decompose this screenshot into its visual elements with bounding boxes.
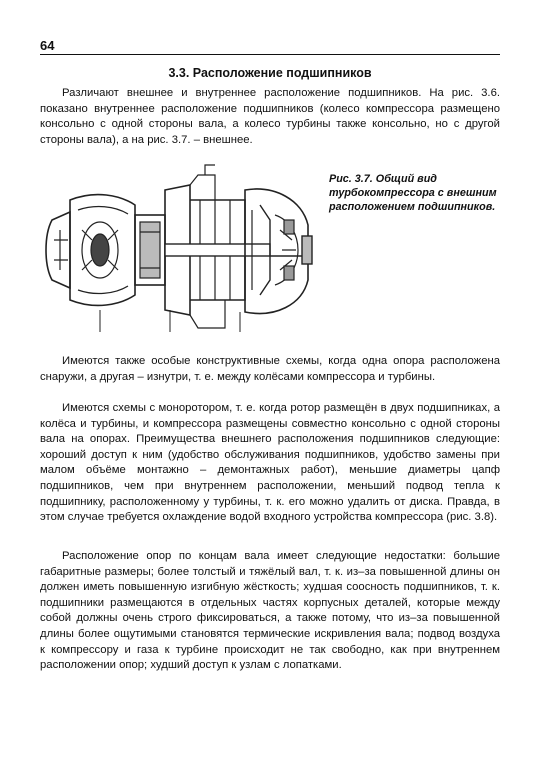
paragraph-special: Имеются также особые конструктивные схемы, когда одна опора расположена снаружи, а другая – изнутри, т. е. между колёсами компрессора и турбины. [40,355,500,383]
left-bearing [135,215,165,285]
section-title: 3.3. Расположение подшипников [168,66,372,80]
paragraph-intro: Различают внешнее и внутреннее расположение подшипников. На рис. 3.6. показано внутреннее расположение подшипников (колесо компрессора размещено консольно с одной стороны вала, а колесо турбины также консольно, но с другой стороны вала), а на рис. 3.7. – внешнее. [40,87,500,146]
right-bearing [302,236,312,264]
page-number: 64 [40,38,55,53]
paragraph-monorotor: Имеются схемы с моноротором, т. е. когда ротор размещён в двух подшипниках, а колёса и турбины, и компрессора размещены совместно консольно с одной стороны вала на опорах. Преимущества внешнего расположения подшипников следующие: хороший доступ к ним (удобство обслуживания подшипников, удобство замены при малом объёме монтажно – демонтажных работ), меньшие диаметры цапф подшипников, чем при внутреннем расположении, меньший подвод тепла к подшипнику, расположенному у турбины, т. к. его можно удалить от диска. Правда, в этом случае требуется охлаждение водой входного устройства компрессора (рис. 3.8). [40,402,500,524]
turbocharger-drawing [40,160,315,335]
figure-caption: Рис. 3.7. Общий вид турбокомпрессора с внешним расположением подшипников. [329,173,497,213]
compressor-housing [46,195,135,306]
header-rule [40,54,500,55]
paragraph-drawbacks: Расположение опор по концам вала имеет следующие недостатки: большие габаритные размеры; более толстый и тяжёлый вал, т. к. из–за повышенной длины он должен иметь повышенную изгибную жёсткость; худшая соосность подшипников, т. к. подшипники размещаются в отдельных частях корпусных деталей, которые между собой должны очень строго фиксироваться, а также потому, что из–за повышенной длины более ощутимыми становятся термические искривления вала; подвод воздуха к компрессору и газа к турбине происходит не так свободно, как при внутреннем расположении опор; худший доступ к узлам с лопатками. [40,550,500,672]
